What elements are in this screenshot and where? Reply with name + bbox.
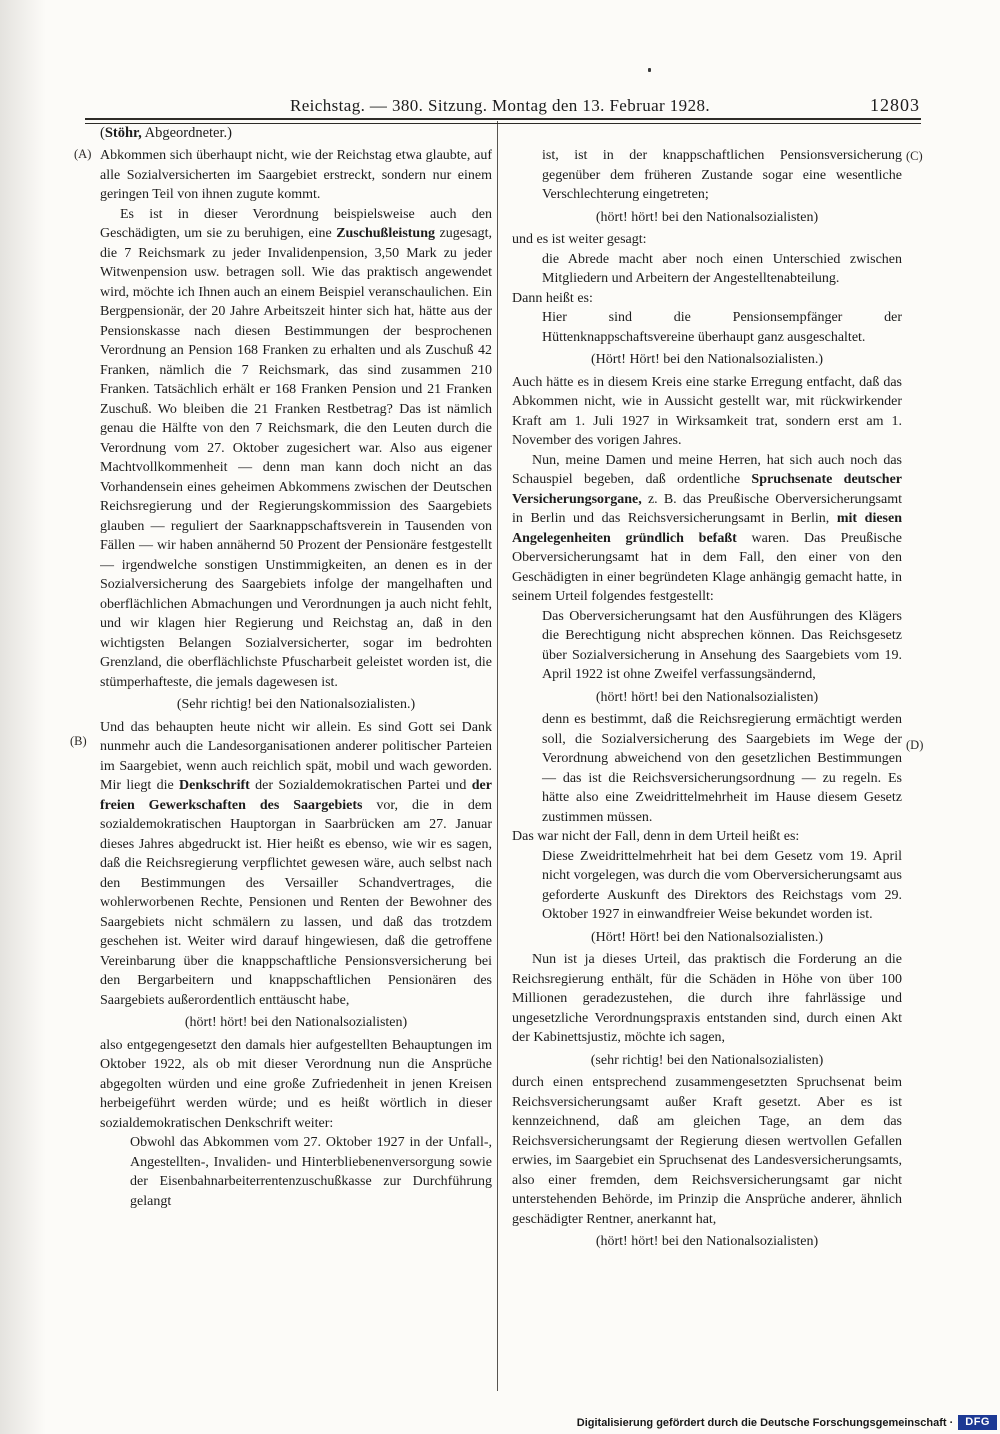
text-segment: (hört! hört! bei den Nationalsozialisten) — [595, 689, 819, 705]
page-header-title: Reichstag. — 380. Sitzung. Montag den 13. Februar 1928. — [289, 96, 711, 115]
bold-text-segment: der freien Gewerkschaften des Saargebiets — [100, 778, 492, 813]
paragraph — [100, 1036, 492, 1134]
paragraph — [100, 146, 492, 205]
paragraph — [512, 289, 902, 309]
paragraph — [512, 451, 902, 607]
bold-text-segment: mit diesen Angelegenheiten gründlich befaßt — [512, 511, 902, 546]
text-segment: Nun, meine Damen und meine Herren, hat sich auch noch das Schauspiel begeben, daß ordentliche — [512, 452, 902, 487]
text-segment: denn es bestimmt, daß die Reichsregierung ermächtigt werden soll, die Sozialversicherung des Saargebiets im Wege der Verordnung abweichend von den gesetzlichen Bestimmungen — das ist die Reichsversicherungsordnung — zu regeln. Es hätte also eine Zweidrittelmehrheit im Hause diesem Gesetz zustimmen müssen. — [542, 712, 902, 825]
text-segment: (Hört! Hört! bei den Nationalsozialisten.) — [590, 929, 824, 945]
text-segment: also entgegengesetzt den damals hier aufgestellten Behauptungen im Oktober 1922, als ob mit dieser Verordnung nun die Ansprüche abgegolten würden und eine große Zufriedenheit in jenen Kreisen herbeigeführt werden würde; und es heißt wörtlich in dieser sozialdemokratischen Denkschrift weiter: — [100, 1037, 492, 1131]
text-segment: (Sehr richtig! bei den Nationalsozialisten.) — [176, 697, 416, 712]
text-segment: Und das behaupten heute nicht wir allein. Es sind Gott sei Dank nunmehr auch die Landesorganisationen anderer politischer Parteien im Saargebiet, wenn auch reichlich spät, mobil und wach geworden. Mir liegt die — [100, 719, 492, 793]
dfg-logo: DFG — [958, 1415, 997, 1430]
text-segment: Diese Zweidrittelmehrheit hat bei dem Gesetz vom 19. April nicht vorgelegen, was durch die vom Oberversicherungsamt aus geforderte Auskunft des Direktors des Reichstags vom 29. Oktober 1927 in einwandfreier Weise bekundet worden ist. — [542, 848, 902, 922]
text-segment: die Abrede macht aber noch einen Unterschied zwischen Mitgliedern und Arbeitern der Angestelltenabteilung. — [542, 251, 902, 286]
text-segment: zugesagt, die 7 Reichsmark zu jeder Invalidenpension, 3,50 Mark zu jeder Witwenpension usw. betragen soll. Wie das praktisch angewendet wird, möchte ich Ihnen auch an einem Beispiel veranschaulichen. Ein Bergpensionär, der 20 Jahre Arbeitszeit hinter sich hat, hätte aus der Pensionskasse nach diesen Bestimmungen der besprochenen Verordnung an Pension 168 Franken zu erhalten und als Zuschuß 42 Franken, nämlich die 7 Reichsmark, das sind zusammen 210 Franken. Tatsächlich erhält er 168 Franken Pension und 21 Franken Zuschuß. Wo bleiben die 21 Franken Restbetrag? Das ist nämlich genau die Hälfte von den 7 Reichsmark, die den Leuten durch die Verordnung vom 27. Oktober zugesichert war. Also aus eigener Machtvollkommenheit — denn man kann doch nicht an das Vorhandensein eines geheimen Abkommens zwischen der Deutschen Reichsregierung und der Regierungskommission des Saargebiets glauben — reguliert der Saarknappschaftsverein in Tausenden von Fällen — wir haben annähernd 50 Prozent der Pensionäre festgestellt — irgendwelche sonstigen Unstimmigkeiten, an denen es in der Sozialversicherung des Saargebiets infolge der mangelhaften und oberflächlichen Abmachungen und Verordnungen ja auch nicht fehlt, und wir klagen hier Regierung und Reichstag an, daß in den wichtigsten Belangen Sozialversicherter, sogar im bedrohten Grenzland, die oberflächlichste Pfuscharbeit geleistet worden ist, die stümperhafteste, die jemals dagewesen ist. — [100, 226, 492, 690]
text-segment: Obwohl das Abkommen vom 27. Oktober 1927 in der Unfall-, Angestellten-, Invaliden- und Hinterbliebenenversorgung sowie der Eisenbahnarbeiterrentenzuschußkasse zur Durchführung gelangt — [130, 1135, 492, 1209]
paragraph — [512, 373, 902, 451]
scan-edge-shadow — [0, 0, 46, 1434]
bold-text-segment: Stöhr, — [104, 125, 142, 141]
stage-direction — [512, 208, 902, 228]
text-segment: Das war nicht der Fall, denn in dem Urteil heißt es: — [512, 829, 800, 844]
paragraph — [542, 146, 902, 205]
paragraph — [512, 950, 902, 1048]
scan-speck — [648, 68, 651, 72]
column-divider-rule — [497, 121, 498, 1391]
paragraph — [542, 250, 902, 289]
column-right — [512, 146, 902, 1366]
paragraph — [512, 827, 902, 847]
text-segment: (Hört! Hört! bei den Nationalsozialisten.) — [590, 352, 824, 367]
text-segment: durch einen entsprechend zusammengesetzten Spruchsenat beim Reichsversicherungsamt außer Kraft gesetzt. Aber es ist kennzeichnend, daß am gleichen Tage, an dem das Reichsversicherungsamt der Regierung diesen wertvollen Gefallen erwies, im Saargebiet ein Spruchsenat des Landesversicherungsamts, also einer fremden, dem Reichsversicherungsamt gar nicht unterstehenden Behörde, im Prinzip die Ansprüche anderer, ähnlich geschädigter Rentner, anerkannt hat, — [512, 1075, 902, 1227]
text-segment: z. B. das Preußische Oberversicherungsamt in Berlin und das Reichsversicherungsamt in Berlin, — [512, 491, 902, 526]
paragraph — [542, 308, 902, 347]
speaker-line — [100, 125, 232, 142]
paragraph — [130, 1133, 492, 1211]
paragraph — [542, 847, 902, 925]
stage-direction — [512, 1051, 902, 1071]
text-segment: Nun ist ja dieses Urteil, das praktisch die Forderung an die Reichsregierung enthält, für die Schäden in Höhe von über 100 Millionen geradezustehen, die durch ihre fahrlässige und ungesetzliche Verordnungspraxis entstanden sind, durch einen Akt der Kabinettsjustiz, möchte ich sagen, — [512, 952, 902, 1045]
text-segment: (hört! hört! bei den Nationalsozialisten) — [184, 1015, 408, 1030]
stage-direction — [512, 350, 902, 370]
text-segment: Dann heißt es: — [512, 290, 593, 306]
column-left — [100, 146, 492, 1366]
stage-direction — [512, 688, 902, 708]
margin-letter-b: (B) — [70, 734, 87, 748]
text-segment: und es ist weiter gesagt: — [512, 232, 647, 247]
text-segment: ist, ist in der knappschaftlichen Pensionsversicherung gegenüber dem früheren Zustande sogar eine wesentliche Verschlechterung eingetreten; — [542, 148, 902, 202]
bold-text-segment: Spruchsenate deutscher Versicherungsorgane, — [512, 472, 902, 507]
text-segment: (hört! hört! bei den Nationalsozialisten) — [595, 1234, 819, 1249]
text-segment: vor, die in dem sozialdemokratischen Hauptorgan in Saarbrücken am 27. Januar dieses Jahres abgedruckt ist. Hier heißt es ebenso, wie wir es sagen, daß die Reichsregierung verpflichtet gewesen wäre, auch selbst nach den Bestimmungen des Versailler Schandvertrages, die wohlerworbenen Rechte, Pensionen und Renten der Bewohner des Saargebiets nicht schmälern zu lassen, und daß das trotzdem geschehen ist. Weiter wird darauf hingewiesen, daß die getroffene Vereinbarung über die knappschaftliche Pensionsversicherung bei den Bergarbeitern und knappschaftlichen Pensionären des Saargebiets außerordentlich enttäuscht habe, — [100, 797, 492, 1008]
paragraph — [512, 230, 902, 250]
text-segment: Es ist in dieser Verordnung beispielsweise auch den Geschädigten, um sie zu beruhigen, eine — [100, 206, 492, 241]
text-segment: Abgeordneter.) — [141, 125, 232, 141]
text-segment: Auch hätte es in diesem Kreis eine starke Erregung entfacht, daß das Abkommen nicht, wie in Aussicht gestellt war, mit rückwirkender Kraft am 1. Juli 1927 in Wirksamkeit trat, sondern erst am 1. November des vorigen Jahres. — [512, 374, 902, 448]
text-segment: Hier sind die Pensionsempfänger der Hüttenknappschaftsvereine überhaupt ganz ausgeschaltet. — [542, 310, 902, 345]
margin-letter-a: (A) — [74, 147, 92, 161]
digitization-credit — [577, 1415, 997, 1430]
digitization-credit-text: Digitalisierung gefördert durch die Deutsche Forschungsgemeinschaft · — [576, 1416, 954, 1429]
paragraph — [542, 607, 902, 685]
stage-direction — [512, 1232, 902, 1252]
paragraph — [100, 718, 492, 1011]
margin-letter-d: (D) — [906, 738, 924, 752]
text-segment: (hört! hört! bei den Nationalsozialisten) — [595, 209, 819, 225]
stage-direction — [100, 1013, 492, 1033]
text-segment: der Sozialdemokratischen Partei und — [249, 778, 472, 793]
text-segment: ( — [100, 125, 105, 141]
margin-letter-c: (C) — [906, 149, 923, 163]
bold-text-segment: Denkschrift — [179, 778, 250, 793]
text-segment: waren. Das Preußische Oberversicherungsamt hat in dem Fall, den einer von den Geschädigten in einer begründeten Klage anhängig gemacht hatte, in seinem Urteil folgendes festgestellt: — [512, 530, 902, 604]
paragraph — [100, 205, 492, 693]
text-segment: Das Oberversicherungsamt hat den Ausführungen des Klägers die Berechtigung nicht absprechen können. Das Reichsgesetz über Sozialversicherung in Ansehung des Saargebiets vom 19. April 1922 ist ohne Zweifel verfassungsändernd, — [542, 608, 902, 682]
stage-direction — [100, 695, 492, 715]
text-segment: (sehr richtig! bei den Nationalsozialisten) — [590, 1052, 824, 1068]
text-segment: Abkommen sich überhaupt nicht, wie der Reichstag etwa glaubte, auf alle Sozialversicherten im Saargebiet erstreckt, sondern nur einem geringen Teil von ihnen zugute kommt. — [100, 148, 492, 202]
bold-text-segment: Zuschußleistung — [336, 226, 436, 241]
paragraph — [542, 710, 902, 827]
header-double-rule — [85, 118, 921, 124]
paragraph — [512, 1073, 902, 1229]
page-number: 12803 — [870, 95, 920, 115]
stage-direction — [512, 928, 902, 948]
